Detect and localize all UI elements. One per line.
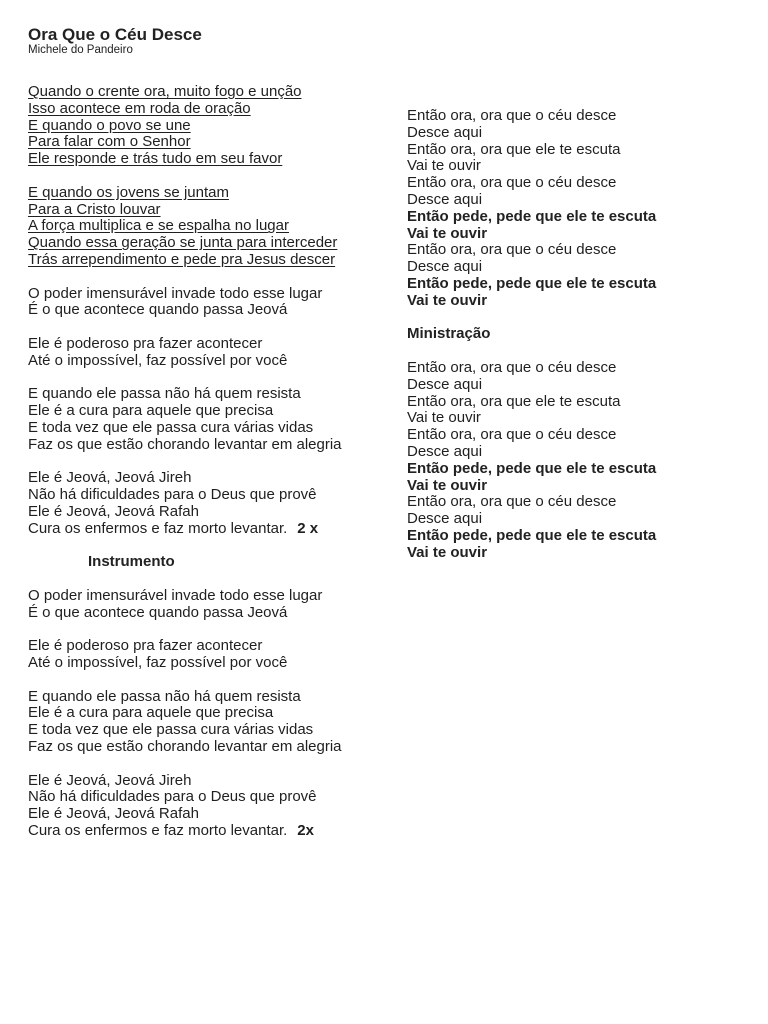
- lyric-text: Vai te ouvir: [407, 476, 488, 494]
- lyrics-left-column: [28, 84, 388, 857]
- lyric-text: Então pede, pede que ele te escuta: [407, 274, 657, 292]
- lyric-line: [407, 360, 747, 377]
- lyric-line: [28, 218, 388, 235]
- lyrics-stanza: [407, 360, 747, 562]
- lyric-line: [28, 353, 388, 370]
- lyric-line: [28, 185, 388, 202]
- lyric-text: Então ora, ora que o céu desce: [407, 241, 617, 259]
- lyric-line: [407, 545, 747, 562]
- repeat-marker: 2x: [297, 822, 314, 840]
- lyric-line: [407, 192, 747, 209]
- lyric-line: [407, 478, 747, 495]
- lyric-text: Ele é Jeová, Jeová Rafah: [28, 502, 199, 520]
- lyric-text: Até o impossível, faz possível por você: [28, 351, 288, 369]
- lyric-text: Vai te ouvir: [407, 224, 488, 242]
- lyric-text: Quando o crente ora, muito fogo e unção: [28, 83, 302, 100]
- lyric-line: [407, 461, 747, 478]
- lyrics-stanza: [28, 638, 388, 672]
- lyric-text: Ele é Jeová, Jeová Rafah: [28, 805, 199, 823]
- lyrics-stanza: [407, 108, 747, 310]
- lyric-text: O poder imensurável invade todo esse lugar: [28, 284, 323, 302]
- lyric-line: [28, 487, 388, 504]
- lyric-text: Trás arrependimento e pede pra Jesus descer: [28, 250, 336, 268]
- lyric-line: [407, 125, 747, 142]
- lyric-line: [28, 789, 388, 806]
- lyric-text: Para falar com o Senhor: [28, 133, 191, 151]
- lyric-line: [28, 118, 388, 135]
- section-heading-text: [407, 326, 747, 343]
- lyric-text: Desce aqui: [407, 123, 483, 141]
- lyric-text: E quando ele passa não há quem resista: [28, 385, 301, 403]
- lyric-line: [407, 528, 747, 545]
- lyric-text: Vai te ouvir: [407, 409, 481, 427]
- lyric-line: [28, 235, 388, 252]
- lyric-line: [407, 276, 747, 293]
- lyric-line: [28, 705, 388, 722]
- lyrics-stanza: [28, 185, 388, 269]
- lyric-line: [28, 252, 388, 269]
- lyric-text: Então ora, ora que o céu desce: [407, 107, 617, 124]
- lyric-line: [28, 302, 388, 319]
- lyric-line: [28, 806, 388, 823]
- lyric-line: [28, 403, 388, 420]
- lyric-line: [28, 437, 388, 454]
- lyric-line: [28, 739, 388, 756]
- lyric-line: [28, 84, 388, 101]
- lyric-text: Desce aqui: [407, 375, 483, 393]
- lyric-text: Então ora, ora que o céu desce: [407, 174, 617, 192]
- lyric-text: Então pede, pede que ele te escuta: [407, 207, 657, 225]
- lyric-text: E quando o povo se une: [28, 116, 191, 134]
- lyric-line: [28, 101, 388, 118]
- lyric-text: Ele é Jeová, Jeová Jireh: [28, 771, 192, 789]
- lyric-text: Então ora, ora que ele te escuta: [407, 140, 621, 158]
- lyric-text: É o que acontece quando passa Jeová: [28, 301, 288, 319]
- lyric-text: Então ora, ora que o céu desce: [407, 426, 617, 444]
- lyric-line: [407, 444, 747, 461]
- lyric-text: Então pede, pede que ele te escuta: [407, 526, 657, 544]
- lyric-text: Não há dificuldades para o Deus que provê: [28, 788, 317, 806]
- lyrics-stanza: [28, 470, 388, 537]
- section-heading: [407, 326, 747, 343]
- lyric-text: Ele é a cura para aquele que precisa: [28, 402, 274, 420]
- lyric-text: Cura os enfermos e faz morto levantar.: [28, 822, 288, 840]
- lyric-text: Cura os enfermos e faz morto levantar.: [28, 519, 288, 537]
- lyric-text: E quando os jovens se juntam: [28, 183, 229, 201]
- lyric-line: [28, 605, 388, 622]
- lyric-line: [407, 377, 747, 394]
- lyric-line: [407, 427, 747, 444]
- lyric-text: Ele é poderoso pra fazer acontecer: [28, 637, 263, 655]
- section-heading: [28, 554, 388, 571]
- lyrics-stanza: [28, 286, 388, 320]
- lyrics-right-column: [407, 108, 747, 578]
- lyric-text: Faz os que estão chorando levantar em alegria: [28, 738, 342, 756]
- lyric-text: Então ora, ora que ele te escuta: [407, 392, 621, 410]
- lyric-line: [28, 638, 388, 655]
- lyric-line: [407, 142, 747, 159]
- lyric-text: Desce aqui: [407, 442, 483, 460]
- lyric-text: Instrumento: [88, 553, 175, 571]
- lyric-line: [407, 293, 747, 310]
- lyric-line: [407, 175, 747, 192]
- lyric-text: Faz os que estão chorando levantar em alegria: [28, 435, 342, 453]
- lyric-text: Vai te ouvir: [407, 543, 488, 561]
- lyric-text: Então ora, ora que o céu desce: [407, 493, 617, 511]
- lyric-line: [28, 420, 388, 437]
- lyric-text: E toda vez que ele passa cura várias vidas: [28, 418, 314, 436]
- repeat-marker: 2 x: [297, 519, 319, 537]
- song-author: Michele do Pandeiro: [28, 44, 133, 56]
- lyrics-stanza: [28, 773, 388, 840]
- lyric-line: [407, 158, 747, 175]
- lyric-line: [28, 151, 388, 168]
- lyric-text: Então ora, ora que o céu desce: [407, 358, 617, 376]
- lyric-line: [407, 242, 747, 259]
- lyric-line: [28, 336, 388, 353]
- lyrics-stanza: [28, 386, 388, 453]
- lyric-line: [407, 259, 747, 276]
- lyric-text: Vai te ouvir: [407, 157, 481, 175]
- lyrics-stanza: [28, 588, 388, 622]
- lyric-text: Desce aqui: [407, 510, 483, 528]
- lyric-text: O poder imensurável invade todo esse lugar: [28, 586, 323, 604]
- lyric-text: Isso acontece em roda de oração: [28, 99, 251, 117]
- lyric-line: [28, 521, 388, 538]
- lyrics-stanza: [28, 689, 388, 756]
- lyric-text: Até o impossível, faz possível por você: [28, 654, 288, 672]
- lyric-text: E toda vez que ele passa cura várias vidas: [28, 721, 314, 739]
- lyric-text: Para a Cristo louvar: [28, 200, 161, 218]
- song-title: Ora Que o Céu Desce: [28, 25, 202, 44]
- lyric-text: Ele é Jeová, Jeová Jireh: [28, 469, 192, 487]
- lyric-line: [28, 722, 388, 739]
- lyric-text: Ele é poderoso pra fazer acontecer: [28, 334, 263, 352]
- section-heading-text: [88, 554, 388, 571]
- lyric-line: [407, 511, 747, 528]
- lyric-line: [407, 394, 747, 411]
- lyric-text: Vai te ouvir: [407, 291, 488, 309]
- lyric-text: É o que acontece quando passa Jeová: [28, 603, 288, 621]
- lyric-text: A força multiplica e se espalha no lugar: [28, 217, 289, 235]
- lyrics-stanza: [28, 336, 388, 370]
- lyric-line: [28, 504, 388, 521]
- lyric-line: [28, 823, 388, 840]
- lyric-text: Quando essa geração se junta para interceder: [28, 234, 338, 252]
- lyric-text: Desce aqui: [407, 258, 483, 276]
- lyric-line: [407, 410, 747, 427]
- lyric-line: [28, 655, 388, 672]
- lyric-line: [407, 494, 747, 511]
- lyric-line: [28, 134, 388, 151]
- lyric-line: [28, 470, 388, 487]
- lyric-text: Então pede, pede que ele te escuta: [407, 459, 657, 477]
- lyric-line: [28, 773, 388, 790]
- lyric-text: Ele é a cura para aquele que precisa: [28, 704, 274, 722]
- lyric-text: Ele responde e trás tudo em seu favor: [28, 150, 283, 168]
- lyric-line: [407, 108, 747, 125]
- lyric-text: Ministração: [407, 325, 491, 343]
- lyric-line: [28, 689, 388, 706]
- lyric-text: Desce aqui: [407, 190, 483, 208]
- lyric-line: [28, 588, 388, 605]
- lyric-line: [28, 202, 388, 219]
- lyric-line: [28, 386, 388, 403]
- lyric-line: [407, 209, 747, 226]
- lyric-line: [407, 226, 747, 243]
- lyric-line: [28, 286, 388, 303]
- lyric-text: E quando ele passa não há quem resista: [28, 687, 301, 705]
- lyrics-stanza: [28, 84, 388, 168]
- lyric-text: Não há dificuldades para o Deus que provê: [28, 486, 317, 504]
